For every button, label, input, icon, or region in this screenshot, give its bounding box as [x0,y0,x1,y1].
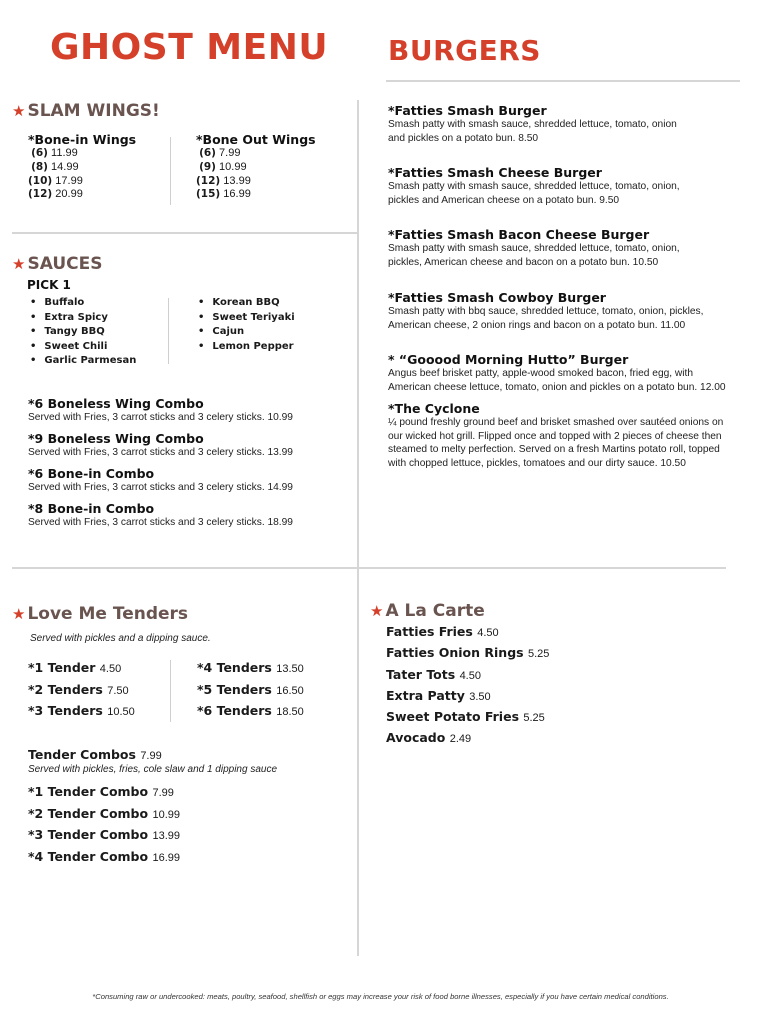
bone-in-wings-label: *Bone-in Wings [28,132,137,147]
list-item: • Buffalo [30,296,136,311]
list-item: *1 Tender 4.50 [28,660,122,675]
column-divider [170,137,171,205]
list-item: *9 Boneless Wing Combo Served with Fries, 3 carrot sticks and 3 celery sticks. 13.99 [28,431,293,458]
list-item: *5 Tenders 16.50 [197,681,304,697]
list-item: Fatties Onion Rings 5.25 [386,645,550,661]
list-item: *3 Tender Combo 13.99 [28,827,180,842]
divider [357,569,359,956]
alacarte-list [386,624,549,752]
footer-disclaimer: *Consuming raw or undercooked: meats, poultry, seafood, shellfish or eggs may increase your risk of food borne illnesses, especially if you have certain medical conditions. [92,992,669,1001]
burger-item: *The Cyclone ¼ pound freshly ground beef and brisket smashed over sautéed onions on our wicked hot grill. Flipped once and topped with 2 pieces of cheese then steamed to melty perfection. Served on a fresh Martins potato roll, topped with chopped lettuce, pickles, tomatoes and our dirty sauce. 10.50 [388,401,724,469]
list-item: • Tangy BBQ [30,325,136,340]
star-icon: ★ [12,255,26,273]
list-item: *4 Tenders 13.50 [197,660,304,675]
tenders-right [197,660,304,725]
list-item: • Garlic Parmesan [30,354,136,369]
star-icon: ★ [12,102,26,120]
column-divider [168,298,169,364]
tenders-heading: ★ Love Me Tenders [12,604,189,624]
burger-item: *Fatties Smash Cowboy Burger Smash patty with bbq sauce, shredded lettuce, tomato, onion, pickles, American cheese, 2 onion rings and bacon on a potato bun. 11.00 [388,290,704,331]
burger-item: * “Gooood Morning Hutto” Burger Angus beef brisket patty, apple-wood smoked bacon, fried egg, with American cheese lettuce, tomato, onion and pickles on a potato bun. 12.00 [388,352,726,393]
list-item: *6 Bone-in Combo Served with Fries, 3 carrot sticks and 3 celery sticks. 14.99 [28,466,293,493]
list-item: *3 Tenders 10.50 [28,703,135,718]
list-item: *6 Boneless Wing Combo Served with Fries, 3 carrot sticks and 3 celery sticks. 10.99 [28,396,293,423]
burger-item: *Fatties Smash Bacon Cheese Burger Smash patty with smash sauce, shredded lettuce, tomato, onion, pickles, American cheese and bacon on a potato bun. 10.50 [388,227,680,268]
sauce-list-2 [198,296,295,354]
page-title: GHOST MENU [50,27,329,68]
list-item: *8 Bone-in Combo Served with Fries, 3 carrot sticks and 3 celery sticks. 18.99 [28,501,293,528]
list-item: (10) 17.99 [28,174,83,187]
column-divider [170,660,171,722]
list-item: (8) 14.99 [31,160,79,173]
divider [386,80,740,82]
divider [12,567,726,569]
divider [12,232,358,234]
list-item: (6) 11.99 [31,147,78,159]
list-item: Extra Patty 3.50 [386,687,491,703]
list-item: • Korean BBQ [198,296,295,311]
burger-item: *Fatties Smash Cheese Burger Smash patty with smash sauce, shredded lettuce, tomato, onion, pickles and American cheese on a potato bun. 9.50 [388,165,680,206]
sauces-heading: ★ SAUCES [12,254,103,274]
list-item: Fatties Fries 4.50 [386,624,499,639]
list-item: (12) 20.99 [28,188,83,201]
list-item: • Cajun [198,325,295,340]
tenders-left [28,660,135,725]
list-item: (9) 10.99 [199,160,247,173]
list-item: • Extra Spicy [30,311,136,326]
bone-out-list [196,147,251,202]
tender-combo-list [28,784,180,870]
wing-combos [28,396,348,536]
sauce-list-1 [30,296,136,369]
tender-combos-title: Tender Combos 7.99 [28,747,162,762]
pick-label: PICK 1 [27,278,71,292]
list-item: *1 Tender Combo 7.99 [28,784,174,799]
list-item: *6 Tenders 18.50 [197,703,304,718]
list-item: Tater Tots 4.50 [386,666,481,682]
alacarte-heading: ★ A La Carte [370,601,485,621]
list-item: • Sweet Teriyaki [198,311,295,326]
list-item: (12) 13.99 [196,174,251,187]
list-item: • Lemon Pepper [198,340,295,355]
divider [357,100,359,568]
list-item: Avocado 2.49 [386,730,472,746]
list-item: (6) 7.99 [199,147,241,159]
bone-out-wings-label: *Bone Out Wings [196,132,316,147]
list-item: *2 Tender Combo 10.99 [28,805,180,821]
tender-combos-subtitle: Served with pickles, fries, cole slaw and 1 dipping sauce [28,764,278,775]
burgers-title: BURGERS [388,34,541,67]
burger-item: *Fatties Smash Burger Smash patty with smash sauce, shredded lettuce, tomato, onion and pickles on a potato bun. 8.50 [388,103,677,144]
list-item: (15) 16.99 [196,188,251,201]
list-item: Sweet Potato Fries 5.25 [386,709,545,725]
bone-in-list [28,147,83,202]
list-item: *4 Tender Combo 16.99 [28,848,180,864]
list-item: • Sweet Chili [30,340,136,355]
list-item: *2 Tenders 7.50 [28,681,129,697]
tenders-subtitle: Served with pickles and a dipping sauce. [30,633,211,644]
wings-heading: ★ SLAM WINGS! [12,101,160,121]
star-icon: ★ [370,602,384,620]
star-icon: ★ [12,605,26,623]
